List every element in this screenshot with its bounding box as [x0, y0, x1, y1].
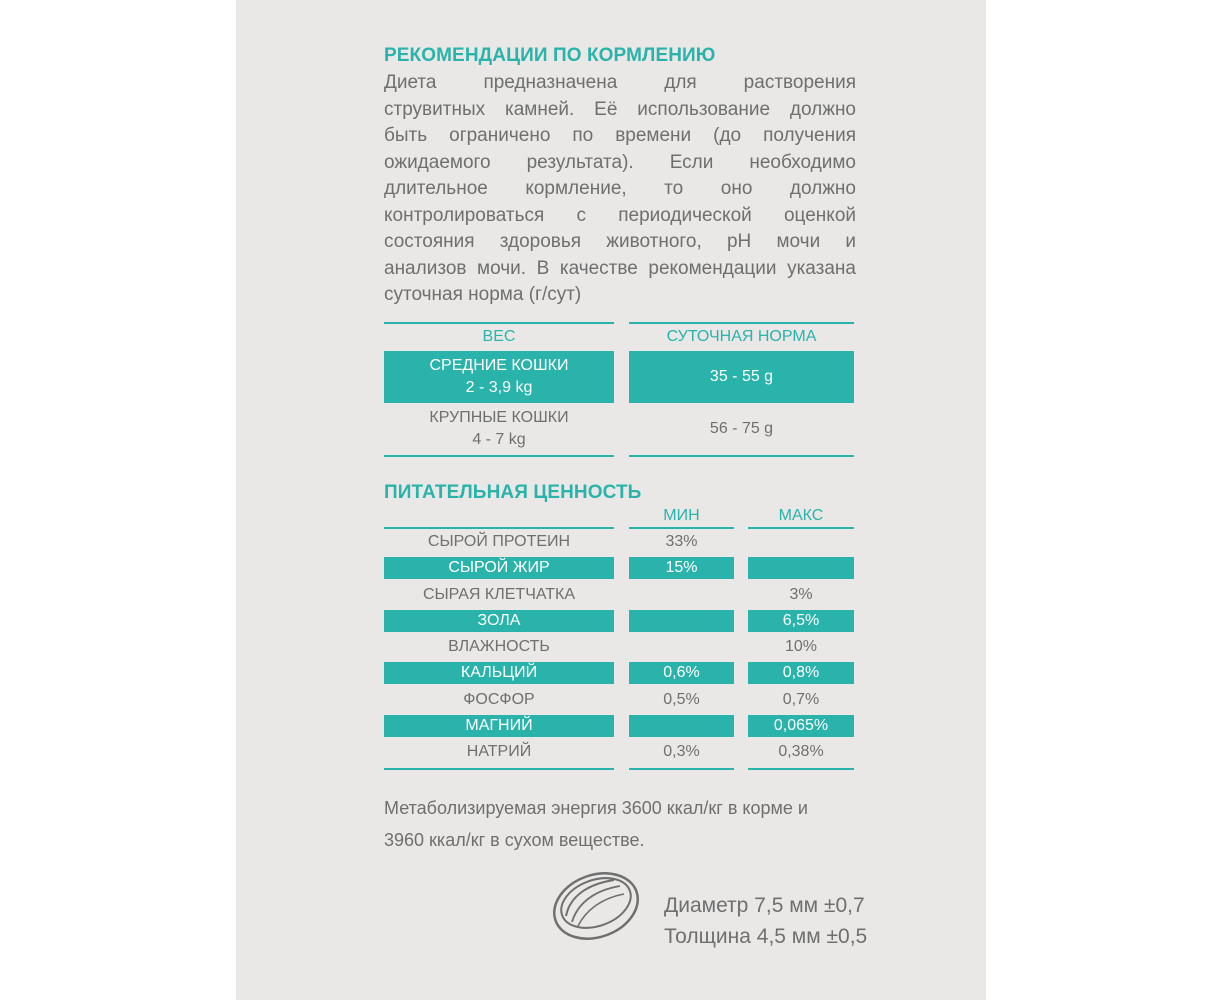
column-header-min: МИН — [663, 507, 700, 524]
nutrient-name: СЫРОЙ ЖИР — [384, 557, 614, 579]
nutrient-max: 0,8% — [748, 662, 854, 684]
kibble-diameter: Диаметр 7,5 мм ±0,7 — [664, 894, 865, 917]
nutrient-max — [748, 531, 854, 553]
energy-line: Метаболизируемая энергия 3600 ккал/кг в корме и — [384, 798, 808, 818]
table-rule — [384, 322, 614, 324]
table-row-norm — [629, 351, 854, 403]
nutrient-max — [748, 557, 854, 579]
nutrient-max: 0,38% — [778, 743, 824, 760]
table-rule — [629, 322, 854, 324]
table-rule — [748, 768, 854, 770]
feeding-text-line: струвитных камней. Её использование должно — [384, 98, 856, 120]
nutrient-name: СЫРОЙ ПРОТЕИН — [427, 533, 571, 550]
feeding-text-line: ожидаемого результата). Если необходимо — [384, 151, 856, 173]
feeding-text-line: суточная норма (г/сут) — [384, 284, 582, 305]
table-row-weight — [384, 404, 614, 454]
feeding-text-line: быть ограничено по времени (до получения — [384, 125, 856, 146]
nutrition-title: ПИТАТЕЛЬНАЯ ЦЕННОСТЬ — [384, 482, 642, 503]
nutrient-min: 33% — [665, 533, 698, 550]
column-header-weight: ВЕС — [482, 328, 516, 345]
nutrient-min — [629, 610, 734, 632]
feeding-text-line: Диета предназначена для растворения — [384, 72, 856, 93]
daily-norm-value: 35 - 55 g — [709, 368, 774, 385]
feeding-text-line: состояния здоровья животного, pH мочи и — [384, 231, 856, 252]
weight-range: 2 - 3,9 kg — [465, 379, 533, 396]
nutrient-max: 10% — [784, 638, 818, 655]
energy-line: 3960 ккал/кг в сухом веществе. — [384, 830, 645, 850]
cat-size-label: СРЕДНИЕ КОШКИ — [429, 357, 569, 374]
nutrient-max: 0,065% — [748, 715, 854, 737]
kibble-thickness: Толщина 4,5 мм ±0,5 — [664, 925, 868, 948]
feeding-title: РЕКОМЕНДАЦИИ ПО КОРМЛЕНИЮ — [384, 45, 716, 66]
nutrient-min — [629, 636, 734, 658]
cat-size-label: КРУПНЫЕ КОШКИ — [429, 409, 569, 426]
table-rule — [629, 768, 734, 770]
column-header-norm: СУТОЧНАЯ НОРМА — [666, 328, 817, 345]
table-row-weight — [384, 351, 614, 403]
feeding-text-line: анализов мочи. В качестве рекомендации указана — [384, 257, 856, 279]
column-header-max: МАКС — [778, 507, 824, 524]
daily-norm-value: 56 - 75 g — [709, 420, 774, 437]
feeding-description — [384, 70, 856, 309]
table-rule — [384, 455, 614, 457]
kibble-icon — [548, 866, 644, 946]
table-row-norm — [629, 404, 854, 454]
nutrient-min — [629, 715, 734, 737]
nutrient-min — [629, 584, 734, 606]
table-rule — [384, 768, 614, 770]
nutrient-name: МАГНИЙ — [384, 715, 614, 737]
nutrient-name: ЗОЛА — [384, 610, 614, 632]
nutrient-max: 6,5% — [748, 610, 854, 632]
nutrient-name: ВЛАЖНОСТЬ — [448, 638, 550, 655]
feeding-text-line: контролироваться с периодической оценкой — [384, 204, 856, 226]
nutrient-min: 0,5% — [663, 690, 700, 708]
nutrient-max: 0,7% — [782, 690, 820, 708]
table-rule — [384, 527, 614, 529]
table-rule — [629, 455, 854, 457]
nutrient-min: 0,3% — [663, 743, 700, 760]
kibble-dimensions — [664, 890, 867, 952]
nutrient-min: 0,6% — [629, 662, 734, 684]
nutrient-name: КАЛЬЦИЙ — [384, 662, 614, 684]
nutrient-max: 3% — [789, 585, 813, 603]
table-rule — [748, 527, 854, 529]
nutrient-name: ФОСФОР — [463, 690, 535, 708]
weight-range: 4 - 7 kg — [472, 431, 526, 448]
energy-note — [384, 792, 864, 856]
nutrient-name: НАТРИЙ — [466, 743, 532, 760]
nutrient-name: СЫРАЯ КЛЕТЧАТКА — [422, 585, 576, 603]
table-rule — [629, 527, 734, 529]
feeding-text-line: длительное кормление, то оно должно — [384, 178, 856, 199]
nutrient-min: 15% — [629, 557, 734, 579]
